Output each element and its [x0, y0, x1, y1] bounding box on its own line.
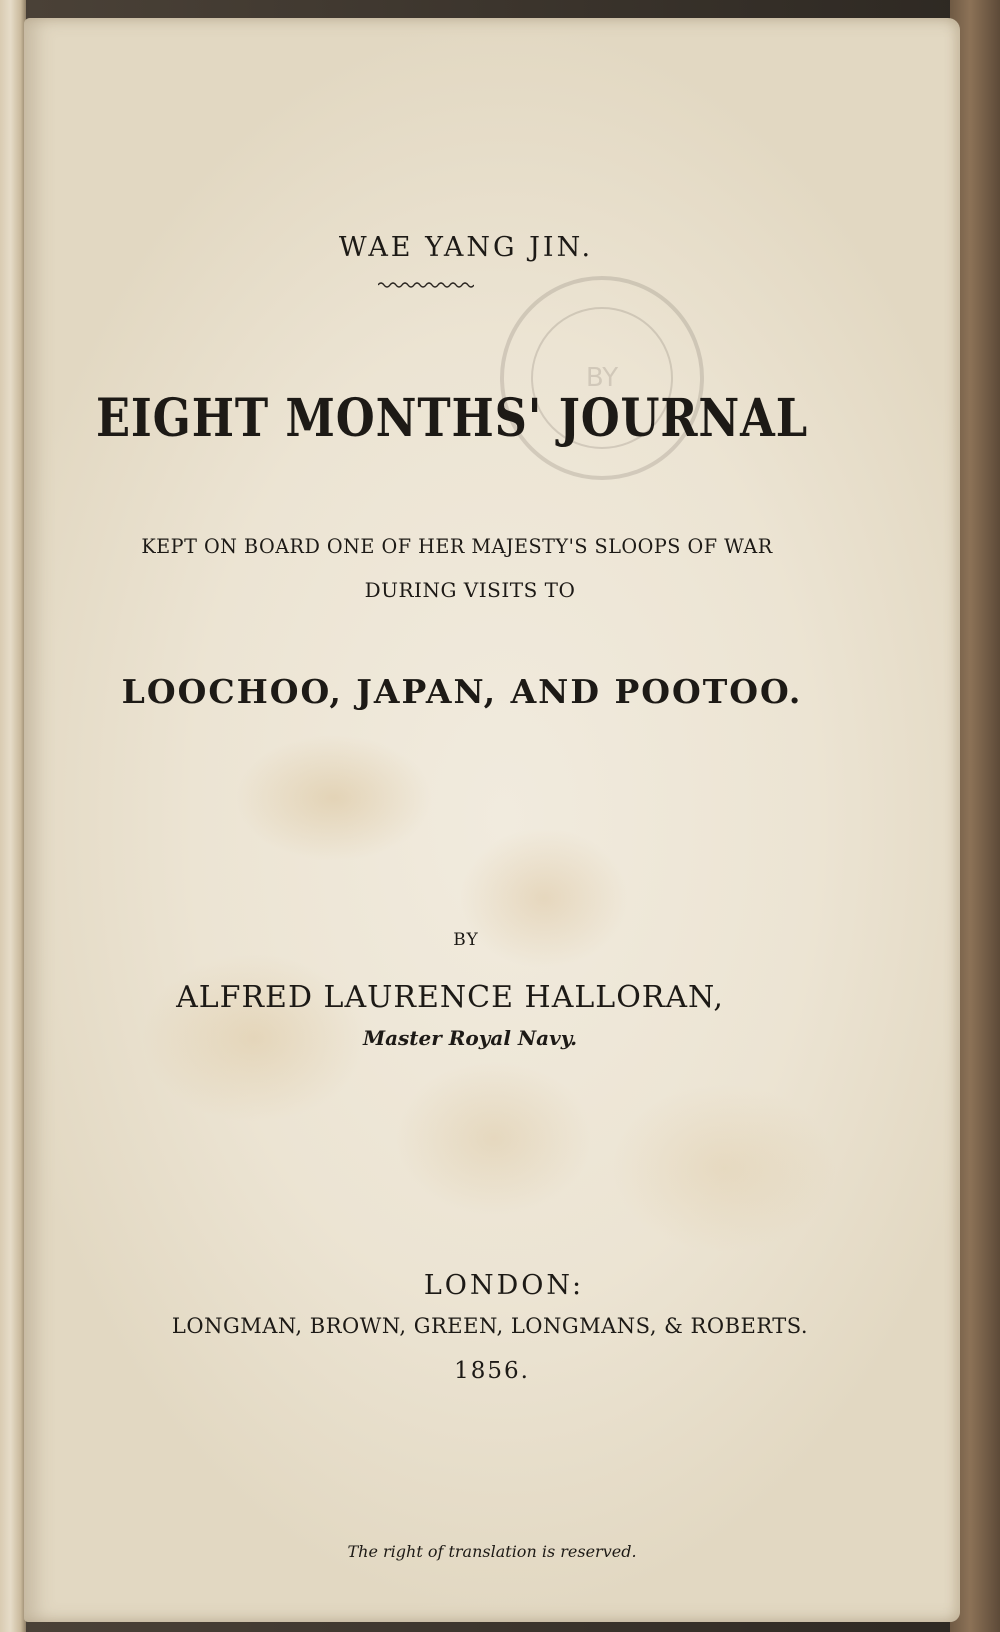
- imprint-city: LONDON:: [423, 1270, 585, 1301]
- destinations-line: LOOCHOO, JAPAN, AND POOTOO.: [121, 672, 803, 711]
- stamp-center-text: BY: [585, 363, 619, 393]
- subtitle-line-1: KEPT ON BOARD ONE OF HER MAJESTY'S SLOOPS OF WAR: [141, 534, 773, 558]
- main-title: EIGHT MONTHS' JOURNAL: [95, 388, 809, 449]
- subtitle-line-2: DURING VISITS TO: [364, 578, 576, 602]
- author-rank: Master Royal Navy.: [362, 1026, 578, 1050]
- library-stamp: [492, 268, 712, 488]
- rights-notice: The right of translation is reserved.: [347, 1542, 637, 1561]
- title-page: [24, 18, 960, 1622]
- series-title: WAE YANG JIN.: [338, 232, 594, 263]
- imprint-publisher: LONGMAN, BROWN, GREEN, LONGMANS, & ROBERTS.: [171, 1314, 809, 1338]
- imprint-year: 1856.: [454, 1358, 530, 1384]
- ornamental-wavy-rule: [378, 280, 474, 290]
- by-label: BY: [453, 930, 479, 950]
- author-name: ALFRED LAURENCE HALLORAN,: [176, 980, 724, 1015]
